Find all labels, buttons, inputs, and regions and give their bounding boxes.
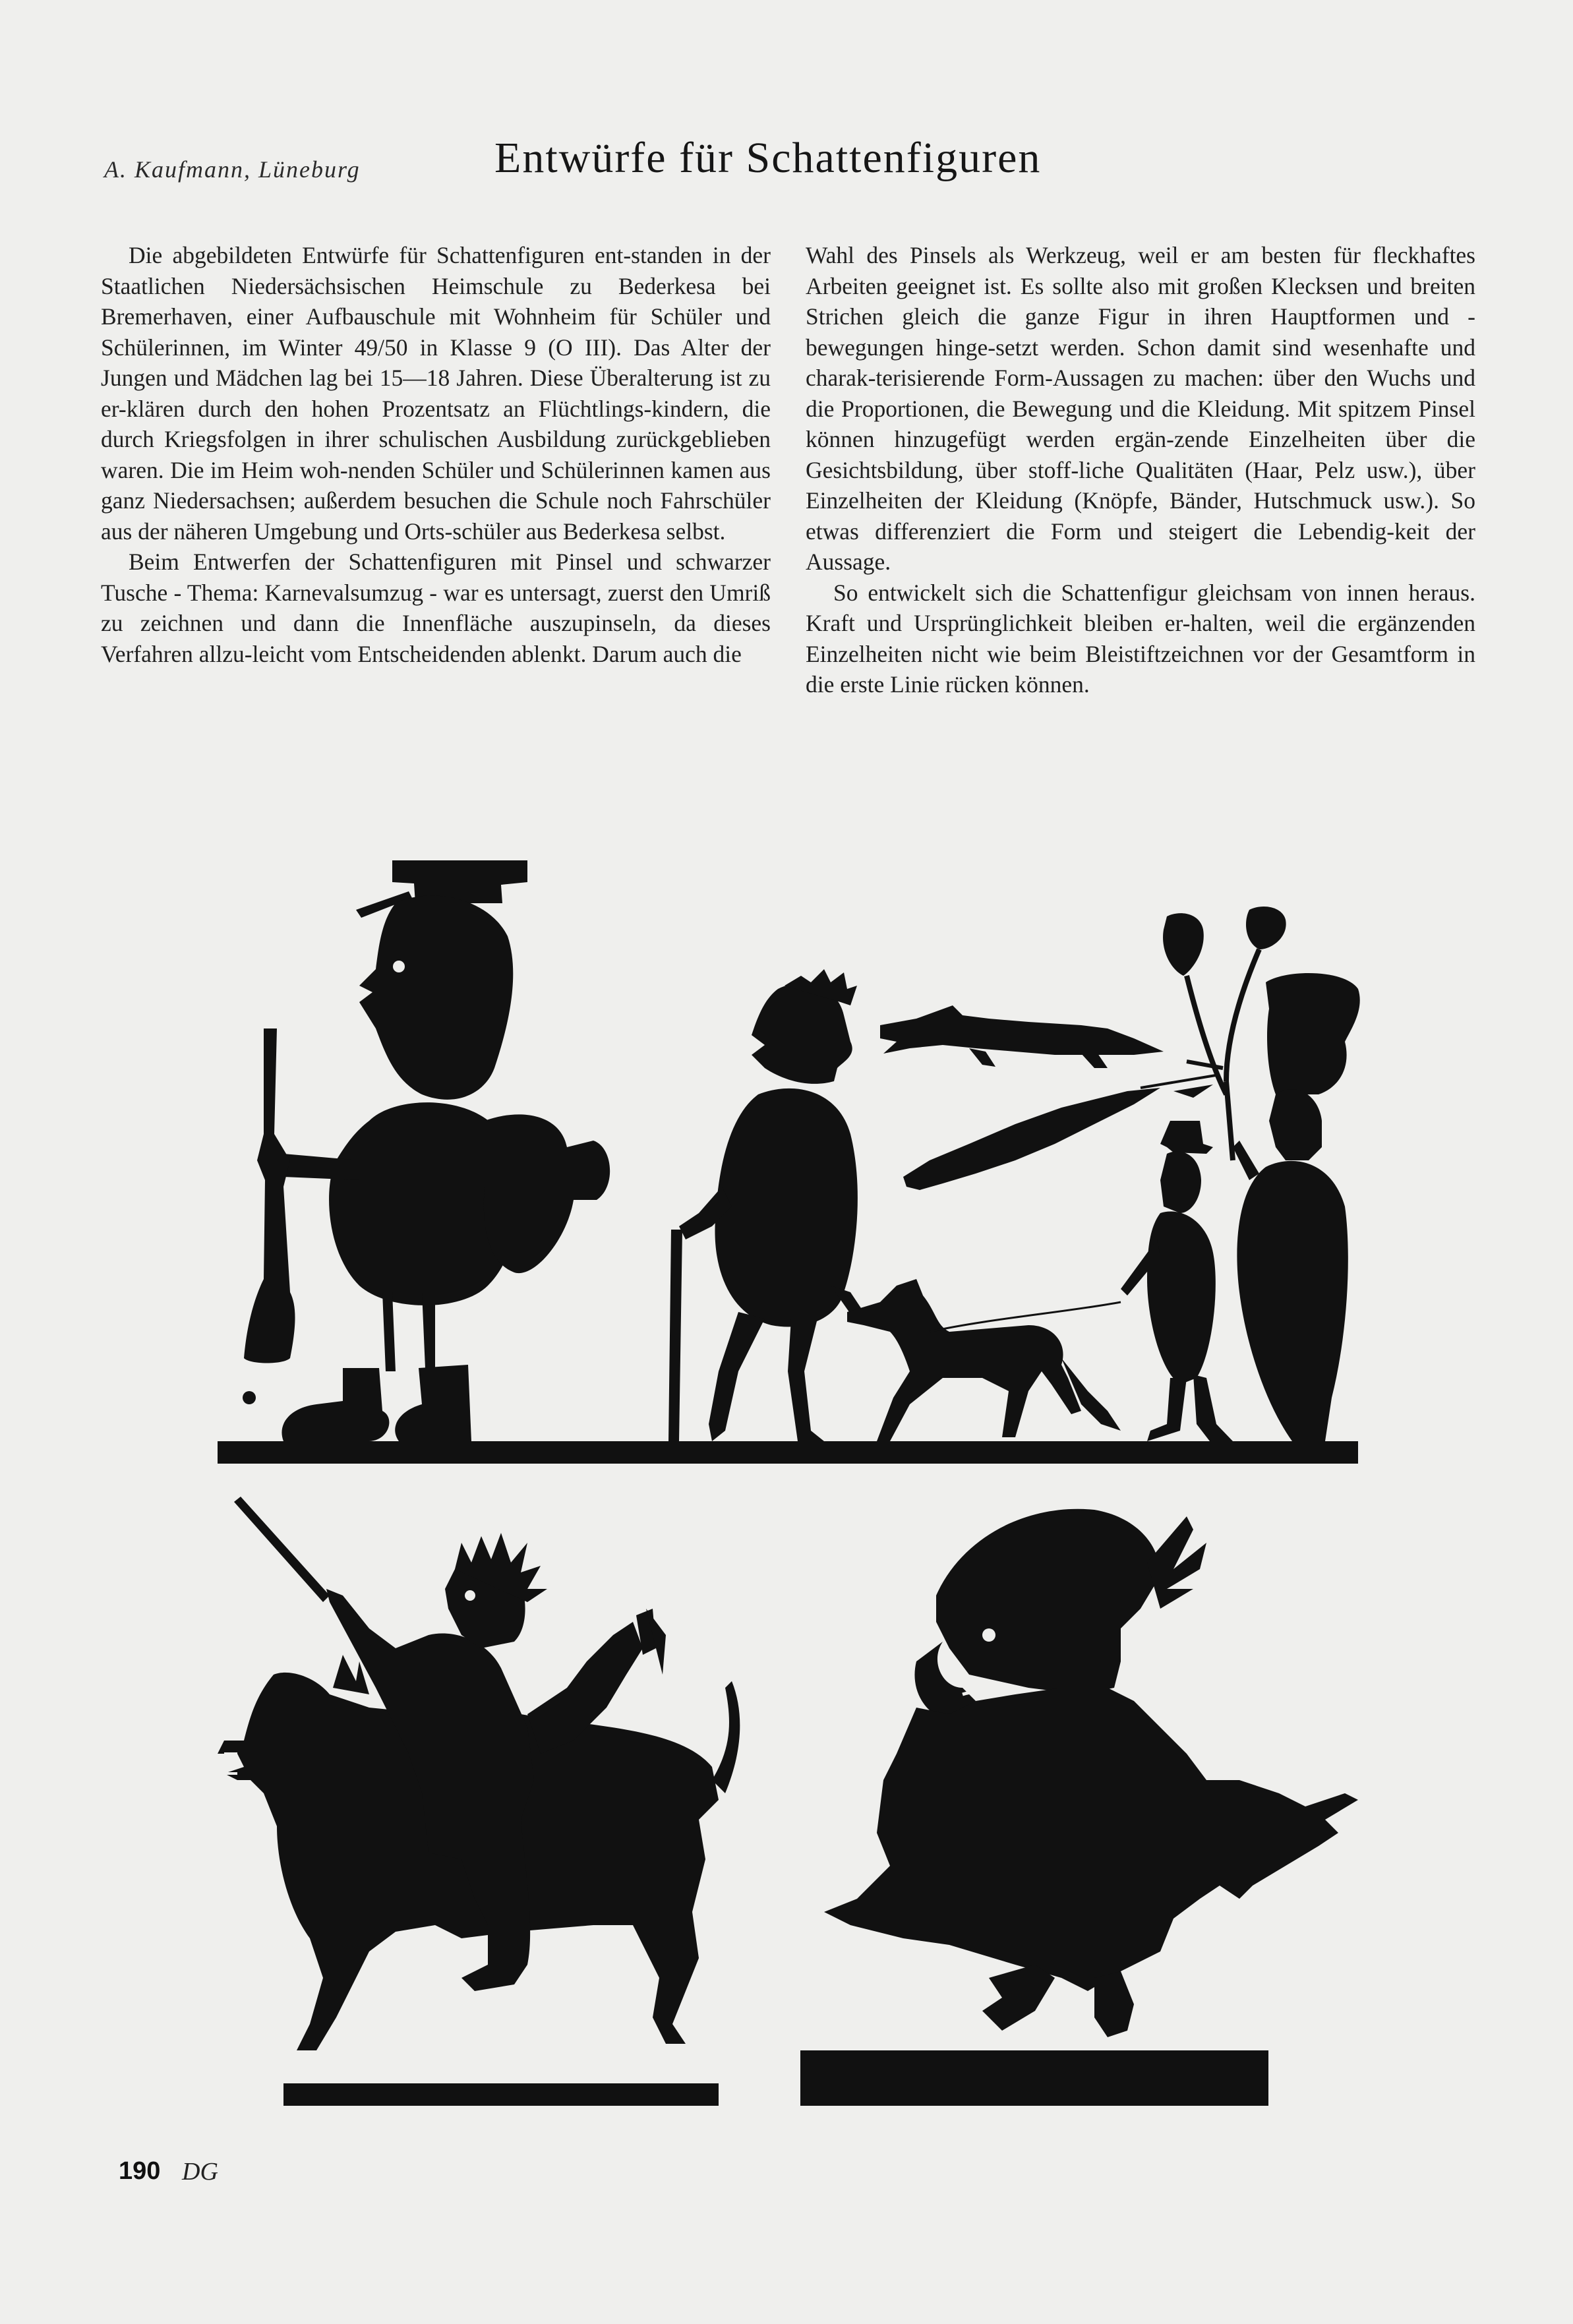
figure-crocodile-lower [903,1085,1213,1190]
dog-leash [930,1302,1121,1332]
text-column-left [101,240,771,669]
figure-dog [847,1279,1121,1441]
figure-witch [800,1509,1358,2106]
author-line: A. Kaufmann, Lüneburg [104,156,361,183]
figure-woman-with-balloons [1163,907,1360,1441]
paragraph: Wahl des Pinsels als Werkzeug, weil er am besten für fleckhaftes Arbeiten geeignet ist. Es sollte also mit großen Klecksen und breiten Strichen gleich die ganze Figur in ihren Hauptformen und -bewegungen hinge-setzt werden. Schon damit sind wesenhafte und charak-terisierende Form-Aussagen zu machen: über den Wuchs und die Proportionen, die Bewegung und die Kleidung. Mit spitzem Pinsel können hinzugefügt werden ergän-zende Einzelheiten über die Gesichtsbildung, über stoff-liche Qualitäten (Haar, Pelz usw.), über Einzelheiten der Kleidung (Knöpfe, Bänder, Hutschmuck usw.). So etwas differenziert die Form und steigert die Lebendig-keit der Aussage. [806,242,1475,575]
figure-old-man-with-cane [668,969,864,1441]
page-number: 190 [119,2157,161,2185]
article-title: Entwürfe für Schattenfiguren [494,134,1042,182]
paragraph: Die abgebildeten Entwürfe für Schattenfiguren ent-standen in der Staatlichen Niedersächsischen Heimschule zu Bederkesa bei Bremerhaven, einer Aufbauschule mit Wohnheim für Schüler und Schülerinnen, im Winter 49/50 in Klasse 9 (O III). Das Alter der Jungen und Mädchen lag bei 15—18 Jahren. Diese Überalterung ist zu er-klären durch den hohen Prozentsatz an Flüchtlings-kindern, die durch Kriegsfolgen in ihrer schulischen Ausbildung zurückgeblieben waren. Die im Heim woh-nenden Schüler und Schülerinnen kamen aus ganz Niedersachsen; außerdem besuchen die Schule noch Fahrschüler aus der näheren Umgebung und Orts-schüler aus Bederkesa selbst. [101,242,771,545]
balloon-string [1226,949,1259,1081]
top-ground-bar [218,1441,1358,1464]
paragraph: Beim Entwerfen der Schattenfiguren mit Pinsel und schwarzer Tusche - Thema: Karnevalsumzug - war es untersagt, zuerst den Umriß zu zeichnen und dann die Innenfläche auszupinseln, da dieses Verfahren allzu-leicht vom Entscheidenden ablenkt. Darum auch die [101,549,771,667]
balloon-string [1187,976,1226,1094]
figure-rider-on-wolf [218,1497,740,2106]
trumpeter-eye [393,961,405,972]
figure-small-man-with-hat [1121,1121,1233,1441]
figure-trumpeter [243,860,610,1441]
figure-crocodile-top [880,1005,1164,1068]
journal-abbreviation: DG [182,2158,218,2186]
text-column-right [806,240,1475,700]
paragraph: So entwickelt sich die Schattenfigur gleichsam von innen heraus. Kraft und Ursprünglichkeit bleiben er-halten, weil die ergänzenden Einzelheiten nicht wie beim Bleistiftzeichnen vor der Gesamtform in die erste Linie rücken können. [806,579,1475,698]
